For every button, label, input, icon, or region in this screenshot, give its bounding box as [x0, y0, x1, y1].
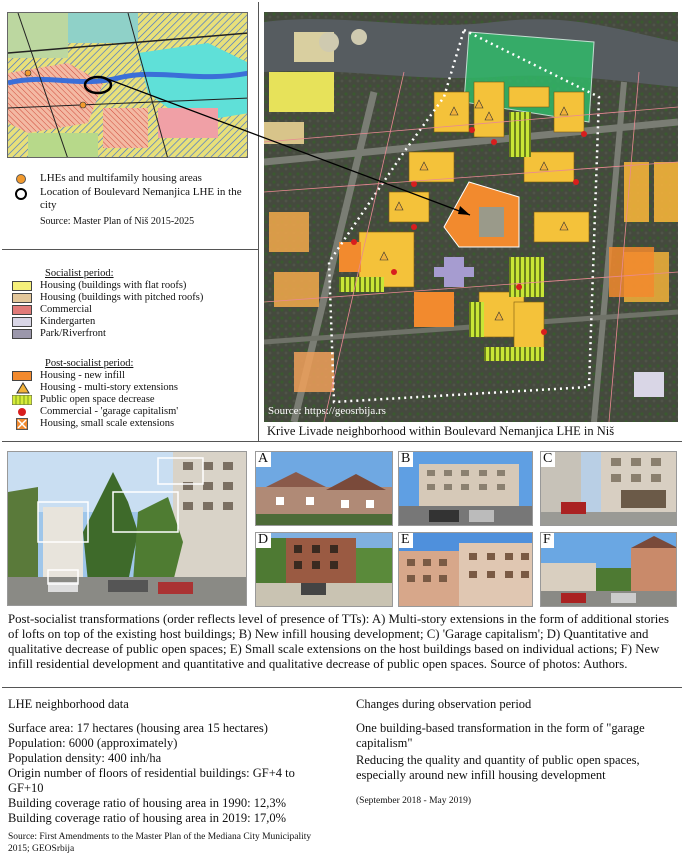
lhe-line-population: Population: 6000 (approximately) [8, 736, 178, 750]
red-dot-icon [18, 408, 26, 416]
photo-label-b: B [398, 451, 413, 467]
photo-e [398, 532, 533, 607]
x-mark-icon [16, 418, 28, 430]
photo-b [398, 451, 533, 526]
divider [2, 687, 682, 688]
lhe-line-floors: Origin number of floors of residential buildings: GF+4 to GF+10 [8, 766, 295, 795]
changes-period: (September 2018 - May 2019) [356, 796, 472, 806]
hatched-square-icon [12, 395, 32, 405]
photo-label-a: A [255, 451, 271, 467]
period-legend: Socialist period: Housing (buildings with flat roofs) Housing (buildings with pitched roofs) Commercial Kindergarten Park/Riverfront Post-socialist period: Housing - new infill Housing - multi-story extensions Public open space decrease Commercial - 'garage capitalism' Housing, small scale extensions [0, 268, 258, 438]
pitched-roof-swatch [12, 293, 32, 303]
lhe-data-title: LHE neighborhood data [8, 697, 129, 711]
changes-item-open-space: Reducing the quality and quantity of public open spaces, especially around new infill housing development [356, 753, 640, 782]
photo-a [255, 451, 393, 526]
photo-f [540, 532, 677, 607]
photo-caption: Post-socialist transformations (order reflects level of presence of TTs): A) Multi-story extensions in the form of additional stories of lofts on top of the existing host buildings; B) New infill housing development; C) 'Garage capitalism'; D) Quantitative and qualitative decrease of public open spaces; E) Small scale extensions on the host buildings based on individual actions; F) New infill residential development and quantitative and qualitative decrease of public open spaces. Source of photos: Authors. [8, 612, 669, 671]
lhe-legend-label: LHEs and multifamily housing areas [40, 172, 202, 184]
divider [2, 441, 682, 442]
aerial-source: Source: https://geosrbija.rs [268, 405, 386, 417]
flat-roof-swatch [12, 281, 32, 291]
photo-label-c: C [540, 451, 555, 467]
kindergarten-swatch [12, 317, 32, 327]
orange-square-icon [12, 371, 32, 381]
photo-label-d: D [255, 532, 271, 548]
main-street-photo [7, 451, 247, 606]
park-swatch [12, 329, 32, 339]
location-legend-label: Location of Boulevard Nemanjica LHE in the city [40, 186, 242, 211]
photo-label-e: E [398, 532, 413, 548]
lhe-line-coverage-2019: Building coverage ratio of housing area in 2019: 17,0% [8, 811, 287, 825]
triangle-icon [16, 382, 30, 394]
lhe-data-panel [8, 697, 338, 855]
photo-c [540, 451, 677, 526]
changes-panel [356, 697, 681, 817]
photo-label-f: F [540, 532, 554, 548]
map-source: Source: Master Plan of Niš 2015-2025 [40, 216, 195, 227]
lhe-line-density: Population density: 400 inh/ha [8, 751, 162, 765]
photo-d [255, 532, 393, 607]
aerial-caption: Krive Livade neighborhood within Boulevard Nemanjica LHE in Niš [267, 424, 615, 438]
lhe-data-source: Source: First Amendments to the Master Plan of the Mediana City Municipality 2015; GEOSrbija [8, 832, 312, 854]
lhe-line-coverage-1990: Building coverage ratio of housing area in 1990: 12,3% [8, 796, 287, 810]
connector-line [0, 0, 685, 260]
socialist-title: Socialist period: [45, 268, 114, 279]
changes-item-garage: One building-based transformation in the form of "garage capitalism" [356, 721, 645, 750]
lhe-line-surface: Surface area: 17 hectares (housing area 15 hectares) [8, 721, 268, 735]
post-socialist-title: Post-socialist period: [45, 358, 134, 369]
changes-title: Changes during observation period [356, 697, 532, 711]
commercial-swatch [12, 305, 32, 315]
